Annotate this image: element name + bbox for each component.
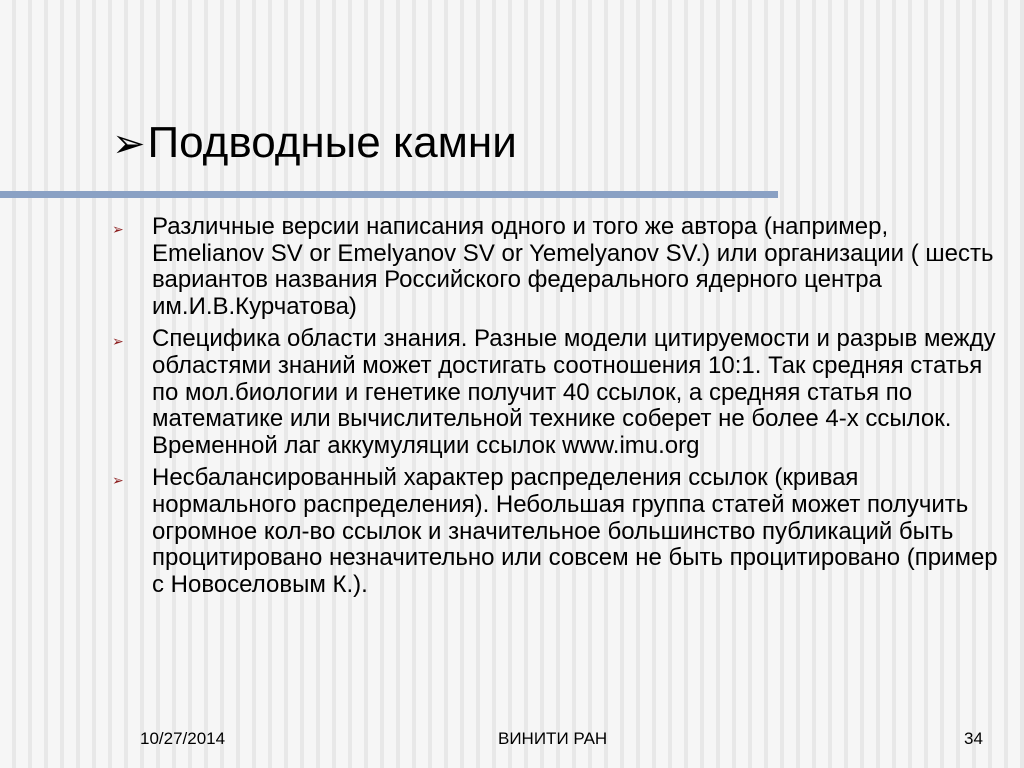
bullet-item xyxy=(112,214,1002,320)
bullet-text: Различные версии написания одного и того же автора (например, Emelianov SV or Emelyanov SV or Yemelyanov SV.) или организации ( шесть вариантов названия Российского федерального ядерного центра им.И.В.Курчатова) xyxy=(152,213,994,320)
bullet-text: Несбалансированный характер распределения ссылок (кривая нормального распределения). Небольшая группа статей может получить огромное кол-во ссылок и значительное большинство публикаций быть процитировано незначительно или совсем не быть процитировано (пример с Новоселовым К.). xyxy=(152,464,998,598)
bullet-text: Специфика области знания. Разные модели цитируемости и разрыв между областями знаний может достигать соотношения 10:1. Так средняя статья по мол.биологии и генетике получит 40 ссылок, а средняя статья по математике или вычислительной технике соберет не более 4-х ссылок. Временной лаг аккумуляции ссылок www.imu.org xyxy=(152,325,996,459)
footer-organization: ВИНИТИ РАН xyxy=(498,729,608,748)
bullet-item xyxy=(112,326,1002,459)
arrow-bullet-icon: ➢ xyxy=(112,472,124,489)
slide-title-text: Подводные камни xyxy=(147,118,517,167)
arrow-bullet-icon: ➢ xyxy=(112,122,146,166)
arrow-bullet-icon: ➢ xyxy=(112,333,124,350)
title-divider xyxy=(0,191,778,198)
arrow-bullet-icon: ➢ xyxy=(112,221,124,237)
bullet-list xyxy=(112,214,1002,604)
slide-title xyxy=(112,118,517,168)
footer-date: 10/27/2014 xyxy=(140,729,226,748)
bullet-item xyxy=(112,465,1002,598)
page-number: 34 xyxy=(964,729,983,748)
